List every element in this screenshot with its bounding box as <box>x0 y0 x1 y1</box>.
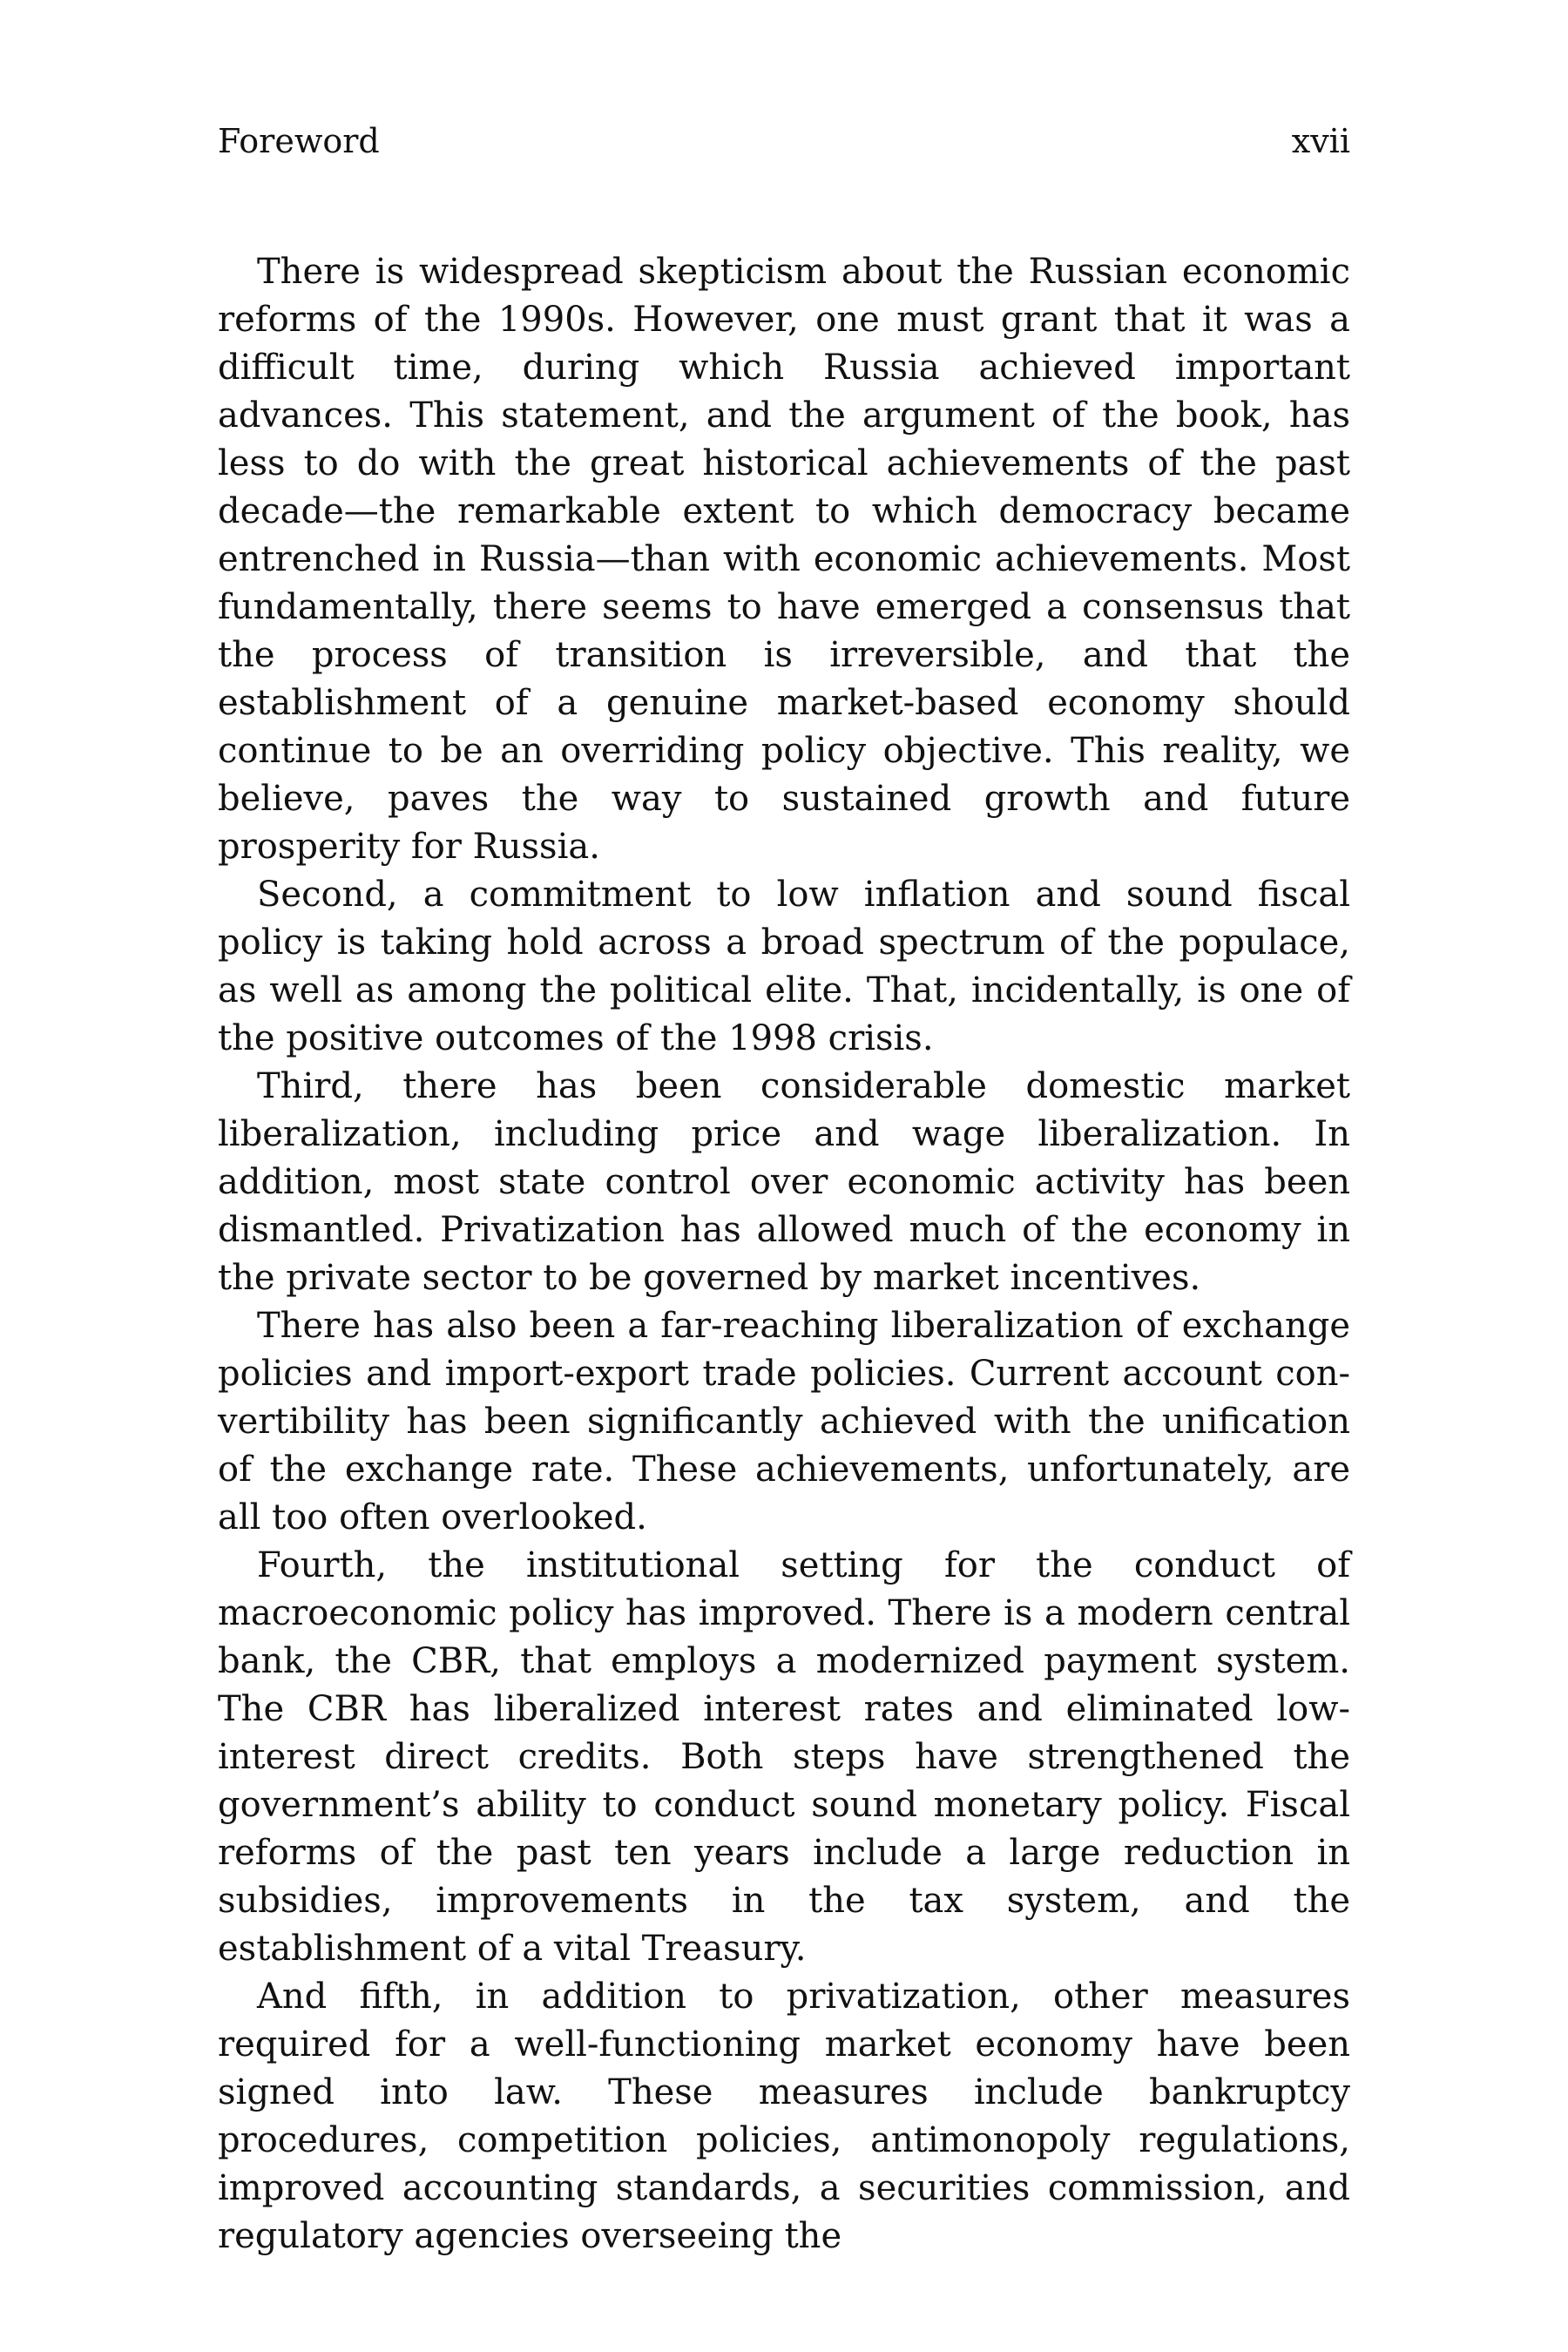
paragraph-skepticism: There is widespread skepticism about the Russian economic reforms of the 1990s. However, one must grant that it was a difficult time, during which Russia achieved important advances. This statement, and the argument of the book, has less to do with the great historical achievements of the past decade—the remarkable extent to which democracy became entrenched in Russia—than with economic achievements. Most fundamentally, there seems to have emerged a consensus that the process of transition is irreversible, and that the establishment of a genuine market-based economy should continue to be an overriding policy objective. This reality, we believe, paves the way to sustained growth and future prosperity for Russia. <box>218 252 1350 867</box>
paragraph-third: Third, there has been considerable domestic market liberalization, including price and wage liberalization. In addition, most state control over economic activity has been dismantled. Privatization has allowed much of the economy in the private sector to be governed by market incentives. <box>218 1066 1350 1298</box>
body-text <box>218 248 1350 2261</box>
running-head <box>218 122 1350 174</box>
section-title: Foreword <box>218 122 380 160</box>
page-number: xvii <box>1291 122 1350 160</box>
paragraph-exchange-policies: There has also been a far-reaching liberalization of exchange policies and import-export trade policies. Current account convertibility has been significantly achieved with the unification of the exchange rate. These achievements, unfortunately, are all too often overlooked. <box>218 1306 1350 1538</box>
paragraph-second: Second, a commitment to low inflation and sound fiscal policy is taking hold across a broad spectrum of the populace, as well as among the political elite. That, incidentally, is one of the positive outcomes of the 1998 crisis. <box>218 875 1350 1058</box>
paragraph-fifth: And fifth, in addition to privatization, other measures required for a well-functioning market economy have been signed into law. These measures include bankruptcy procedures, competition policies, antimonopoly regulations, improved accounting standards, a securities commission, and regulatory agencies overseeing the <box>218 1977 1350 2256</box>
paragraph-fourth: Fourth, the institutional setting for the conduct of macroeconomic policy has improved. There is a modern central bank, the CBR, that employs a modernized payment system. The CBR has liberalized interest rates and eliminated low-interest direct credits. Both steps have strengthened the government’s ability to conduct sound monetary policy. Fiscal reforms of the past ten years include a large reduction in subsidies, improvements in the tax system, and the establishment of a vital Treasury. <box>218 1545 1350 1969</box>
